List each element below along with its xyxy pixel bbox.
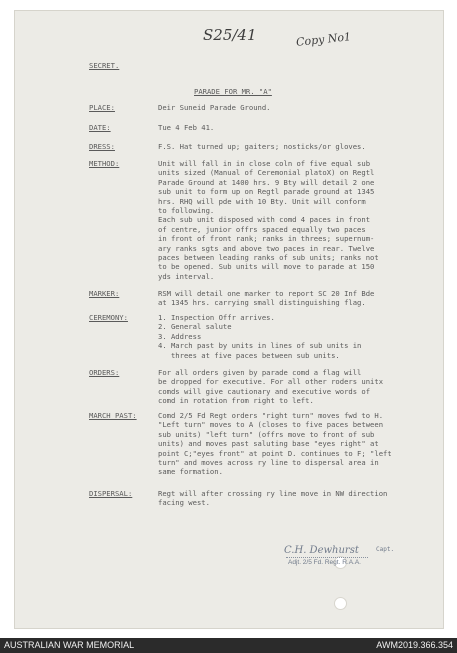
section-label-method: METHOD: [89,159,120,168]
section-line: in front of front rank; ranks in threes; supernum- [158,234,375,244]
section-line: yds interval. [158,271,215,281]
archive-reference: AWM2019.366.354 [376,640,453,650]
section-line: 4. March past by units in lines of sub units in [158,341,362,351]
section-line: be dropped for executive. For all other roders unitx [158,377,384,387]
archive-footer [0,638,457,653]
section-line: to be opened. Sub units will move to parade at 150 [158,262,375,272]
section-line: 2. General salute [158,322,232,332]
section-label-dress: DRESS: [89,142,115,151]
section-line: turn" and moves across ry line to dispersal area in [158,458,379,467]
section-line: For all orders given by parade comd a flag will [158,368,362,377]
section-label-march-past: MARCH PAST: [89,411,137,420]
section-line: Regt will after crossing ry line move in NW direction [158,489,388,498]
section-text-date: Tue 4 Feb 41. [158,123,215,132]
section-line: RSM will detail one marker to report SC 20 Inf Bde [158,289,375,298]
section-line: units) and moves past saluting base "eyes right" at [158,439,379,449]
document-title: PARADE FOR MR. "A" [194,87,272,96]
institution-name: AUSTRALIAN WAR MEMORIAL [4,640,135,650]
classification-heading: SECRET. [89,61,120,70]
section-line: Unit will fall in in close coln of five equal sub [158,159,371,168]
section-line: threes at five paces between sub units. [158,350,340,360]
section-line: Comd 2/5 Fd Regt orders "right turn" moves fwd to H. [158,411,384,420]
signatory-rank: Capt. [376,546,395,553]
punch-hole [334,597,347,610]
section-line: at 1345 hrs. carrying small distinguishing flag. [158,298,366,308]
section-label-ceremony: CEREMONY: [89,313,128,322]
section-label-dispersal: DISPERSAL: [89,489,133,498]
section-line: to following. [158,206,215,215]
section-label-date: DATE: [89,123,111,132]
section-line: of centre, junior offrs spaced equally two paces [158,224,366,234]
section-line: ary ranks sgts and above two paces in rear. Twelve [158,243,375,253]
section-text-dress: F.S. Hat turned up; gaiters; nosticks/or gloves. [158,142,366,151]
section-label-orders: ORDERS: [89,368,120,377]
section-line: sub unit to form up on Regtl parade ground at 1345 [158,187,375,197]
section-label-place: PLACE: [89,103,115,112]
section-line: same formation. [158,467,223,477]
section-line: comd in rotation from right to left. [158,396,314,406]
signatory-appointment: Adjt. 2/5 Fd. Regt. R.A.A. [288,559,361,566]
signature-line [286,557,368,558]
section-line: comds will give cautionary and executive words of [158,386,371,396]
section-line: Each sub unit disposed with comd 4 paces in front [158,215,371,225]
section-line: paces between leading ranks of sub units; ranks not [158,253,379,262]
section-line: facing west. [158,498,210,508]
section-line: units sized (Manual of Ceremonial platoX) on Regtl [158,168,375,178]
signature-stamp [284,545,395,567]
section-line: hrs. RHQ will pde with 10 Bty. Unit will conform [158,196,366,206]
section-line: 3. Address [158,331,202,341]
section-line: point C;"eyes front" at point D. continues to F; "left [158,448,392,458]
section-line: Parade Ground at 1400 hrs. 9 Bty will detail 2 one [158,177,375,187]
signature: C.H. Dewhurst [284,545,359,556]
section-label-marker: MARKER: [89,289,120,298]
file-number-handwriting: S25/41 [203,26,257,44]
section-line: sub units) "left turn" (offrs move to front of sub [158,429,375,439]
section-text-place: Deir Suneid Parade Ground. [158,103,271,112]
copy-number-handwriting: Copy No1 [295,30,352,49]
section-line: 1. Inspection Offr arrives. [158,313,275,322]
section-line: "Left turn" moves to A (closes to five paces between [158,420,384,430]
